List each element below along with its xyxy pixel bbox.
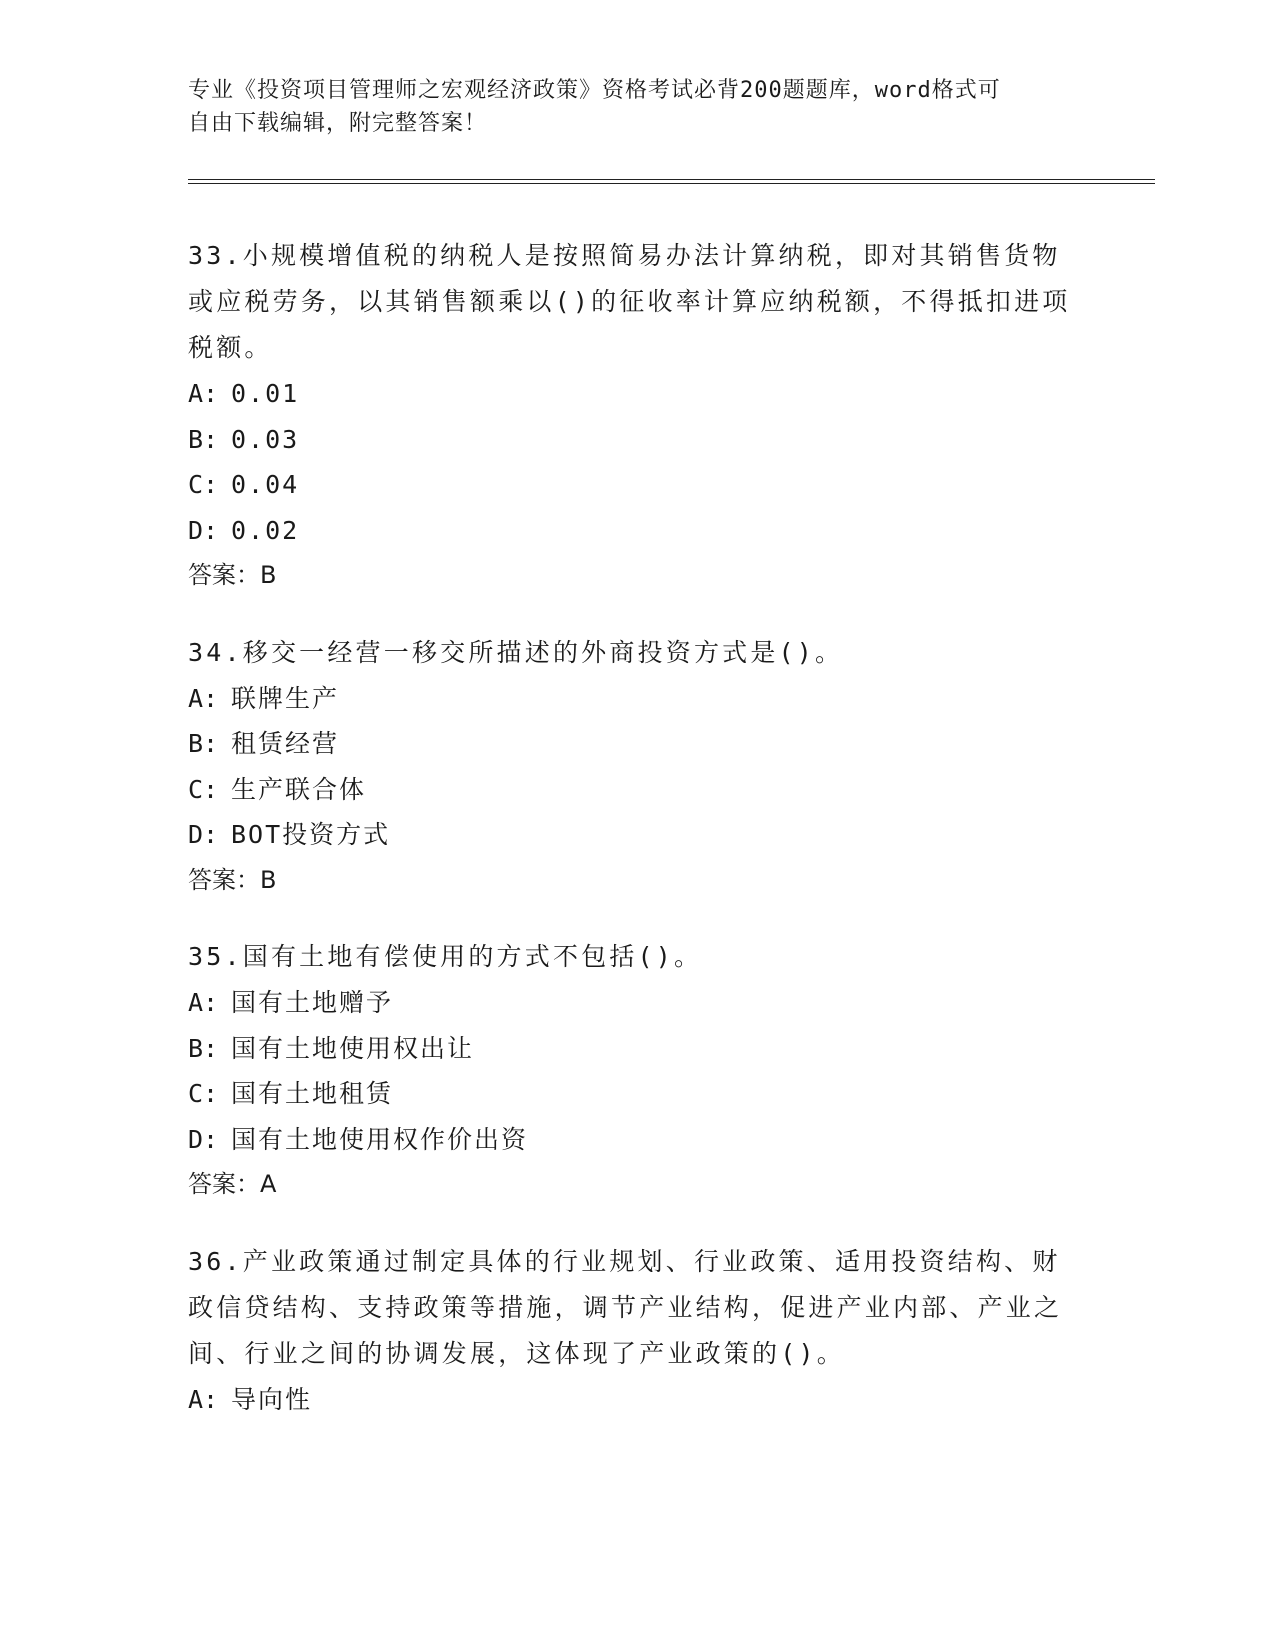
option-a [188,371,1088,417]
header-title-line-1: 专业《投资项目管理师之宏观经济政策》资格考试必背200题题库，word格式可 [188,78,1001,103]
option-a [188,980,1088,1026]
option-label: D: [188,820,219,849]
option-label: A: [188,988,219,1017]
option-label: D: [188,1124,219,1154]
option-b [188,417,1088,463]
option-text: 租赁经营 [231,729,340,758]
option-b [188,1026,1088,1072]
option-c [188,767,1088,813]
question-34 [188,630,1088,904]
document-header [188,74,1088,140]
option-text: 国有土地赠予 [231,988,394,1017]
option-label: C: [188,774,219,804]
answer-line: 答案：B [188,865,277,894]
option-d [188,1117,1088,1163]
question-35 [188,934,1088,1208]
option-text: 生产联合体 [231,774,367,804]
option-c [188,462,1088,508]
option-text: 联牌生产 [231,683,340,713]
option-a [188,1377,1088,1423]
option-label: C: [188,470,219,499]
option-text: 0.02 [231,515,300,545]
option-c [188,1071,1088,1117]
header-divider-bottom [188,183,1155,184]
option-d [188,508,1088,554]
option-label: A: [188,683,219,713]
question-33 [188,233,1088,599]
option-text: 0.01 [231,379,300,408]
question-text: 33.小规模增值税的纳税人是按照简易办法计算纳税，即对其销售货物或应税劳务，以其销售额乘以()的征收率计算应纳税额，不得抵扣进项税额。 [188,241,1071,362]
option-label: D: [188,515,219,545]
question-text: 36.产业政策通过制定具体的行业规划、行业政策、适用投资结构、财政信贷结构、支持政策等措施，调节产业结构，促进产业内部、产业之间、行业之间的协调发展，这体现了产业政策的()。 [188,1246,1063,1368]
option-text: 国有土地使用权作价出资 [231,1124,529,1154]
header-title-line-2: 自由下载编辑，附完整答案！ [188,111,488,136]
question-list [188,233,1088,1453]
option-b [188,721,1088,767]
question-text: 35.国有土地有偿使用的方式不包括()。 [188,942,703,971]
answer-line: 答案：A [188,1170,277,1198]
option-label: B: [188,424,219,454]
header-divider-top [188,179,1155,180]
option-d [188,812,1088,858]
option-text: 国有土地使用权出让 [231,1033,475,1063]
option-text: 0.03 [231,424,300,454]
option-text: BOT投资方式 [231,820,391,849]
option-text: 导向性 [231,1384,313,1414]
option-label: C: [188,1079,219,1108]
option-a [188,676,1088,722]
option-label: B: [188,1033,219,1063]
option-text: 0.04 [231,470,300,499]
option-text: 国有土地租赁 [231,1079,394,1108]
option-label: A: [188,379,219,408]
option-label: A: [188,1384,219,1414]
question-text: 34.移交一经营一移交所描述的外商投资方式是()。 [188,637,844,667]
option-label: B: [188,729,219,758]
question-36 [188,1239,1088,1423]
answer-line: 答案：B [188,561,277,589]
